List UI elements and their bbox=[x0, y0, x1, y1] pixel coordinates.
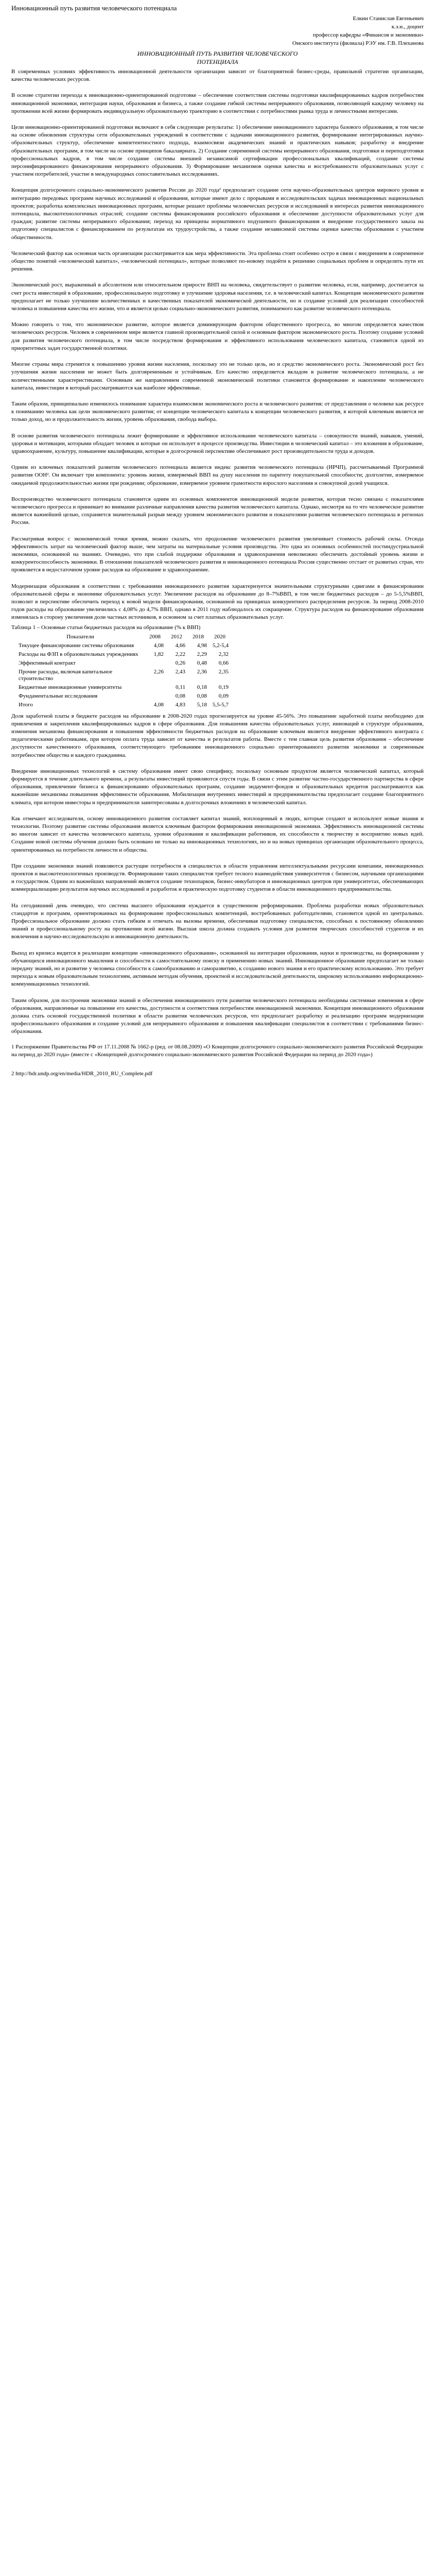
table-cell: 5,5-5,7 bbox=[212, 701, 229, 708]
footnotes bbox=[11, 1043, 424, 1078]
article-heading bbox=[11, 49, 424, 66]
table-caption: Таблица 1 – Основные статьи бюджетных расходов на образование (% к ВВП) bbox=[11, 624, 201, 631]
author-degree: к.э.н., доцент bbox=[391, 24, 424, 30]
paragraph-gap bbox=[11, 115, 424, 124]
body-text-part-2 bbox=[11, 713, 424, 1036]
table-cell: 4,98 bbox=[197, 642, 207, 649]
table-row bbox=[16, 683, 231, 692]
body-paragraph: При создании экономики знаний появляются растущие потребности в специалистах в области управления интеллектуальными ресурсами компании, инновационных проектов и высокотехнологичных производств. Формирование таких специалистов требует тесного взаимодействия университетов с бизнесом, научными организациями и государством. Одним из важнейших направлений является создание технопарков, бизнес-инкубаторов и инновационных центров при университетах, обеспечивающих коммерциализацию результатов научных исследований и разработок и практическую подготовку студентов в области инновационного предпринимательства. bbox=[11, 862, 424, 893]
table-cell: 2,35 bbox=[218, 668, 229, 675]
body-paragraph: Можно говорить о том, что экономическое развитие, которое является доминирующим фактором общественного прогресса, во многом определяется качеством человеческих ресурсов. Человек в современном мире является главной производительной силой и основным фактором экономического роста. Поэтому создание условий для развития человеческого потенциала, в том числе посредством формирования и эффективного использования человеческого капитала, становится одной из приоритетных задач государственной политики. bbox=[11, 321, 424, 351]
table-header-cell: 2020 bbox=[214, 633, 225, 640]
table-row bbox=[16, 641, 231, 650]
table-row-label: Бюджетные инновационные университеты bbox=[19, 684, 122, 690]
table-cell: 4,83 bbox=[175, 701, 185, 708]
table-row-label: Эффективный контракт bbox=[19, 659, 76, 666]
footnote: 1 Распоряжение Правительства РФ от 17.11.2008 № 1662-р (ред. от 08.08.2009) «О Концепции долгосрочного социально-экономического развития Российской Федерации на период до 2020 года» (вместе с «Концепцией долгосрочного социально-экономического развития Российской Федерации на период до 2020 года») bbox=[11, 1043, 423, 1058]
table-row-label: Фундаментальные исследования bbox=[19, 692, 98, 699]
table-cell: 2,22 bbox=[175, 651, 185, 657]
table-cell: 5,18 bbox=[197, 701, 207, 708]
paragraph-gap bbox=[11, 989, 424, 997]
body-paragraph: В современных условиях эффективность инновационной деятельности организации зависит от благоприятной бизнес-среды, правильной стратегии организации, качества человеческих ресурсов. bbox=[11, 69, 424, 83]
table-header-cell: 2008 bbox=[149, 633, 161, 640]
table-cell: 0,48 bbox=[197, 659, 207, 666]
table-row-label: Текущее финансирование системы образования bbox=[19, 642, 134, 649]
body-paragraph: Экономический рост, выраженный в абсолютном или относительном приросте ВНП на человека, свидетельствует о развитии человека, если, например, достигается за счет роста инвестиций в образование, профессиональную подготовку и улучшение здоровья населения, т.е. в человеческий капитал. Концепция экономического развития предполагает не только улучшение количественных и качественных показателей экономической деятельности, но и создание условий для реализации способностей человека и повышения качества его жизни, что и является целью социально-экономического развития, понимаемого как развитие человеческого потенциала. bbox=[11, 282, 424, 312]
paragraph-gap bbox=[11, 894, 424, 902]
body-paragraph: В основе стратегии перехода к инновационно-ориентированной подготовке – обеспечение соответствия системы подготовки квалифицированных кадров потребностям инновационной экономики, интеграция науки, образования и бизнеса, а также создание гибкой системы непрерывного образования, позволяющей каждому человеку на протяжении всей жизни формировать индивидуальную образовательную траекторию в соответствии с потребностями рынка труда и личностными интересами. bbox=[11, 92, 424, 114]
body-paragraph: Таким образом, принципиально изменилось понимание характера взаимосвязи экономического роста и человеческого развития: от представления о человеке как ресурсе к пониманию человека как цели экономического развития; от концепции человеческого капитала к концепции человеческого развития, в которой ключевым является не только доход, но и продолжительность жизни, уровень образования, свобода выбора. bbox=[11, 400, 424, 423]
paragraph-gap bbox=[11, 424, 424, 432]
table-cell: 0,08 bbox=[175, 692, 185, 699]
body-paragraph: Воспроизводство человеческого потенциала становится одним из основных компонентов инновационной модели развития, которая тесно связана с показателями человеческого прогресса и принимает во внимание различные направления качества развития человеческого капитала. Однако, несмотря на то что человеческое развитие является важнейшей целью, сохраняется значительный разрыв между уровнем экономического развития и показателями развития человеческого потенциала в регионах России. bbox=[11, 496, 424, 526]
author-block bbox=[11, 14, 424, 47]
body-paragraph: Как отмечают исследователи, основу инновационного развития составляет капитал знаний, воплощенный в людях, которые создают и используют новые знания и технологии. Поэтому развитие системы образования является ключевым фактором формирования инновационной экономики. Эффективность инновационной системы во многом зависит от качества человеческого капитала, уровня образования и квалификации работников, их способности к творчеству и восприятию новых идей. Создание новой системы обучения должно быть основано не только на инновационных технологиях, но и на новых принципах организации образовательного процесса, ориентированных на потребности личности и общества. bbox=[11, 815, 424, 853]
paragraph-gap bbox=[11, 527, 424, 535]
table-row bbox=[16, 659, 231, 668]
author-affiliation: Омского института (филиала) РЭУ им. Г.В. Плеханова bbox=[292, 40, 424, 46]
table-header-cell: 2012 bbox=[171, 633, 182, 640]
body-paragraph: Цели инновационно-ориентированной подготовки включают в себя следующие результаты: 1) обеспечение инновационного характера базового образования, в том числе на основе обновления структуры сети образовательных учреждений в соответствии с задачами инновационного развития, формирование интегрированных научно-образовательных структур, обеспечение компетентностного подхода, взаимосвязи академических знаний и практических навыков; разработку и внедрение образовательных программ, в том числе на основе принципов бакалавриата. 2) Создание современной системы непрерывного образования, подготовки и переподготовки профессиональных кадров, в том числе создание системы внешней независимой сертификации профессиональных квалификаций, создание системы персонифицированного финансирования непрерывного образования. 3) Формирование механизмов оценки качества и востребованности образовательных услуг с участием потребителей, участие в международных сопоставительных исследованиях. bbox=[11, 124, 424, 178]
body-paragraph: Одним из ключевых показателей развития человеческого потенциала является индекс развития человеческого потенциала (ИРЧП), рассчитываемый Программой развития ООН². Он включает три компонента: уровень жизни, измеряемый ВВП на душу населения по паритету покупательной способности; долголетие, измеряемое ожидаемой продолжительностью жизни при рождении; образование, измеряемое уровнем грамотности взрослого населения и совокупной долей учащихся. bbox=[11, 464, 424, 486]
paragraph-gap bbox=[11, 83, 424, 92]
table-row bbox=[16, 692, 231, 701]
table-cell: 0,26 bbox=[175, 659, 185, 666]
body-paragraph: Внедрение инновационных технологий в систему образования имеет свою специфику, поскольку основным продуктом является человеческий капитал, который формируется в течение длительного времени, а результаты инвестиций проявляются спустя годы. В связи с этим развитие частно-государственного партнерства в сфере образования, привлечение бизнеса к финансированию образовательных программ, создание эндаумент-фондов и образовательных кредитов рассматриваются как важнейшие механизмы повышения эффективности образования. Мобилизация внутренних инвестиций и предпринимательства предполагает создание благоприятного климата, при котором инвесторы и предприниматели заинтересованы в долгосрочных вложениях в человеческий капитал. bbox=[11, 768, 424, 806]
body-paragraph: В основе развития человеческого потенциала лежит формирование и эффективное использование человеческого капитала – совокупности знаний, навыков, умений, здоровья и мотивации, которыми обладает человек и которые он использует в процессе производства. Инвестиции в человеческий капитал – это вложения в образование, здравоохранение, культуру, повышение квалификации, которые в долгосрочной перспективе обеспечивают рост производительности труда и доходов. bbox=[11, 432, 424, 454]
author-position: профессор кафедры «Финансов и экономики» bbox=[312, 32, 424, 38]
table-cell: 2,26 bbox=[153, 668, 164, 675]
body-paragraph: Многие страны мира стремятся к повышению уровня жизни населения, поскольку это не только цель, но и средство экономического роста. Экономический рост без улучшения жизни населения не может быть долговременным и устойчивым. Его качество определяется вкладом в развитие человеческого потенциала, а не количественными характеристиками. Основным же направлением современной экономической политики становится формирование и накопление человеческого капитала, инвестиции в который рассматриваются как наиболее эффективные. bbox=[11, 361, 424, 391]
table-cell bbox=[144, 692, 166, 701]
table-cell bbox=[144, 683, 166, 692]
budget-table bbox=[16, 633, 231, 709]
table-cell: 0,19 bbox=[218, 684, 229, 690]
table-cell: 4,66 bbox=[175, 642, 185, 649]
table-row-label: Расходы на ФЗП в образовательных учреждениях bbox=[19, 651, 138, 657]
paragraph-gap bbox=[11, 487, 424, 496]
body-text-part-1 bbox=[11, 68, 424, 622]
table-cell: 2,43 bbox=[175, 668, 185, 675]
table-cell: 0,18 bbox=[197, 684, 207, 690]
table-cell: 2,36 bbox=[197, 668, 207, 675]
footnote: 2 http://hdr.undp.org/en/media/HDR_2010_RU_Complete.pdf bbox=[11, 1070, 153, 1077]
paragraph-gap bbox=[11, 273, 424, 281]
paragraph-gap bbox=[11, 455, 424, 464]
table-row bbox=[16, 650, 231, 659]
table-cell bbox=[144, 659, 166, 668]
table-cell: 4,08 bbox=[153, 701, 164, 708]
paragraph-gap bbox=[11, 941, 424, 950]
table-cell: 0,11 bbox=[176, 684, 185, 690]
paragraph-gap bbox=[11, 574, 424, 583]
table-row bbox=[16, 701, 231, 709]
table-header-cell: 2018 bbox=[193, 633, 204, 640]
body-paragraph: Модернизация образования в соответствии с требованиями инновационного развития характеризуется значительными структурными сдвигами в финансировании образовательной сферы и экономике образовательных услуг. Увеличение расходов на образование до 8–7%ВВП, в том числе бюджетных расходов – до 5-5,5%ВВП, позволит в перспективе обеспечить переход к новой модели финансирования, основанной на принципах конкурентного распределения ресурсов. За период 2008-2010 годов расходы на образование увеличились с 4,08% до 4,7% ВВП, однако в 2011 году наблюдалось их сокращение. Структура расходов на финансирование образования изменялась в сторону увеличения доли частных источников, в основном за счет платных образовательных услуг. bbox=[11, 583, 424, 621]
body-paragraph: Рассматривая вопрос с экономической точки зрения, можно сказать, что продолжение человеческого развития увеличивает стоимость рабочей силы. Отсюда эффективность затрат на человеческий фактор выше, чем затраты на материальные условия производства. Это одна из основных особенностей постиндустриальной экономики, основанной на знаниях. Очевидно, что при слабой поддержке образования и здравоохранения невозможно обеспечить достойный уровень жизни и конкурентоспособность экономики. В отношении показателей человеческого развития и инновационного потенциала Россия существенно отстает от развитых стран, что проявляется в недостаточном уровне расходов на образование и здравоохранение. bbox=[11, 535, 424, 573]
body-paragraph: Человеческий фактор как основная часть организации рассматривается как мера эффективности. Эта проблема стоит особенно остро в связи с внедрением в современное общество понятий «человеческий капитал», «человеческий потенциал», которые позволяют по-новому подойти к решению социальных проблем и определить пути их решения. bbox=[11, 250, 424, 273]
article-heading-line: ПОТЕНЦИАЛА bbox=[197, 58, 238, 65]
body-paragraph: Доля заработной платы в бюджете расходов на образование в 2008-2020 годах прогнозируется на уровне 45-56%. Это повышение заработной платы необходимо для привлечения и закрепления квалифицированных кадров в сфере образования. Для повышения качества образовательных услуг, инноваций в структуре образования, изменения механизма финансирования и повышения эффективности бюджетных расходов на образование ключевым является внедрение эффективного контракта с педагогическими работниками, при котором оплата труда зависит от качества и результатов работы. Вместе с тем главная цель развития образования – обеспечение доступности качественного образования, соответствующего требованиям инновационного социально ориентированного развития экономики и современным потребностям общества и каждого гражданина. bbox=[11, 713, 424, 758]
paragraph-gap bbox=[11, 178, 424, 187]
table-cell: 2,32 bbox=[218, 651, 229, 657]
table-cell: 0,09 bbox=[218, 692, 229, 699]
table-cell: 1,82 bbox=[153, 651, 164, 657]
body-paragraph: Выход из кризиса видится в реализации концепции «инновационного образования», основанной на интеграции образования, науки и производства, на формировании у обучающихся инновационного мышления и способности к самостоятельному поиску и применению новых знаний. Инновационное образование предполагает не только передачу знаний, но и развитие у человека способности к самообразованию и саморазвитию, к созданию нового знания и его практическому использованию. Это требует перехода к новым образовательным технологиям, активным методам обучения, проектной и исследовательской деятельности, широкому использованию информационно-коммуникационных технологий. bbox=[11, 950, 424, 988]
paragraph-gap bbox=[11, 352, 424, 361]
author-name: Елкин Станислав Евгеньевич bbox=[353, 15, 424, 22]
paragraph-gap bbox=[11, 392, 424, 400]
paragraph-gap bbox=[11, 854, 424, 862]
body-paragraph: Таким образом, для построения экономики знаний и обеспечения инновационного пути развития человеческого потенциала необходимы системные изменения в сфере образования, направленные на повышение его качества, доступности и соответствия потребностям инновационной экономики. Концепция инновационного образования должна стать основой государственной политики в области развития человеческих ресурсов, что предполагает разработку и реализацию программ модернизации профессионального образования и создание условий для непрерывного образования и повышения квалификации специалистов в соответствии с требованиями бизнес-образования. bbox=[11, 997, 424, 1035]
paragraph-gap bbox=[11, 242, 424, 250]
body-paragraph: Концепция долгосрочного социально-экономического развития России до 2020 года¹ предполагает создание сети научно-образовательных центров мирового уровня и интеграцию передовых программ научных исследований и образования, которые имеют дело с прорывами в исследовательских задачах инновационных национальных проектов; разработка комплексных инновационных программ, которые решают проблемы человеческих ресурсов и исследований в интересах развития инновационного потенциала, высокотехнологичных отраслей; создание системы финансирования российского образования и обеспечение доступности образовательных услуг для граждан; развитие системы непрерывного образования; переход на принципы нормативного подушевого финансирования и внедрение государственного заказа на подготовку специалистов с финансированием по результатам их трудоустройства, а также создание независимой системы оценки качества образования с участием общественности. bbox=[11, 187, 424, 241]
table-cell: 2,29 bbox=[197, 651, 207, 657]
body-paragraph: На сегодняшний день очевидно, что система высшего образования нуждается в существенном реформировании. Проблема разработки новых образовательных стандартов и программ, ориентированных на формирование профессиональных компетенций, востребованных работодателями, становится одной из центральных. Профессиональное образование должно стать гибким и отвечать на вызовы времени, обеспечивая подготовку специалистов, способных к постоянному обновлению знаний и профессиональному росту на протяжении всей жизни. Высшая школа должна создавать условия для развития творческих способностей студентов и их вовлечения в научно-исследовательскую и инновационную деятельность. bbox=[11, 902, 424, 940]
paragraph-gap bbox=[11, 759, 424, 768]
table-cell: 0,66 bbox=[218, 659, 229, 666]
table-cell: 4,08 bbox=[153, 642, 164, 649]
paragraph-gap bbox=[11, 313, 424, 321]
table-cell: 5,2-5,4 bbox=[212, 642, 229, 649]
table-row-label: Прочие расходы, включая капитальное строительство bbox=[19, 668, 113, 682]
paragraph-gap bbox=[11, 807, 424, 815]
table-row-label: Итого bbox=[19, 701, 33, 708]
table-header-cell: Показатели bbox=[66, 633, 94, 640]
document-title: Инновационный путь развития человеческого потенциала bbox=[11, 4, 177, 12]
table-row bbox=[16, 668, 231, 683]
article-heading-line: ИННОВАЦИОННЫЙ ПУТЬ РАЗВИТИЯ ЧЕЛОВЕЧЕСКОГО bbox=[137, 50, 298, 57]
table-cell: 0,08 bbox=[197, 692, 207, 699]
table-header-row bbox=[16, 633, 231, 641]
